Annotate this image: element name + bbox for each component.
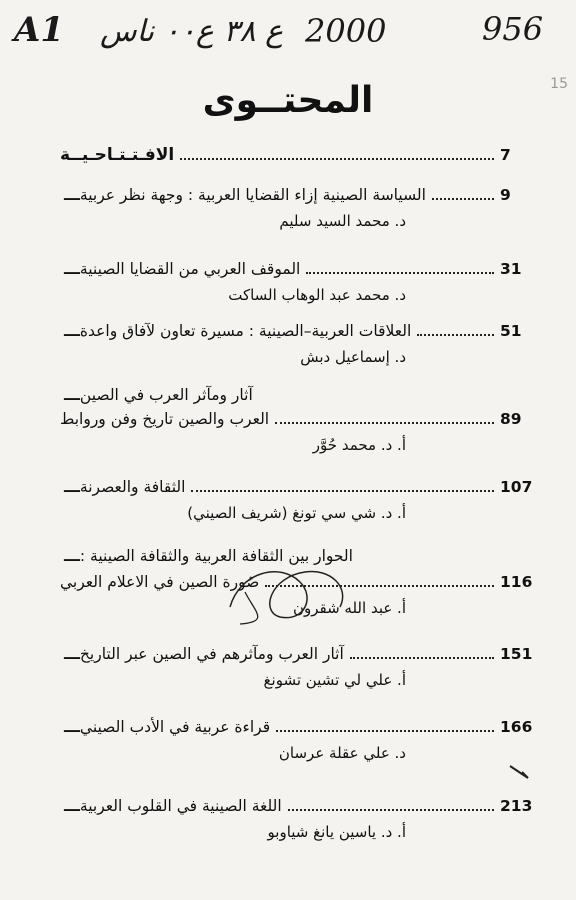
toc-intro: [60, 145, 536, 165]
dash-marker: ـــ: [64, 386, 80, 404]
toc-entry-author: أ. د. محمد حُوَّر: [312, 436, 406, 454]
toc-entry-title: السياسة الصينية إزاء القضايا العربية : وجهة نظر عربية: [79, 186, 426, 204]
dash-marker: ـــ: [64, 718, 80, 736]
dash-marker: ـــ: [64, 260, 80, 278]
toc-entry-9: [60, 797, 536, 841]
handwritten-year: 2000: [305, 12, 387, 50]
toc-entry-page: 89: [500, 410, 522, 428]
toc-entry-title: قراءة عربية في الأدب الصيني: [79, 718, 271, 736]
toc-entry-title: الموقف العربي من القضايا الصينية: [79, 260, 301, 278]
toc-entry-8: [60, 718, 536, 762]
pen-scribble: [210, 552, 370, 632]
dot-leader: [275, 421, 494, 424]
toc-entry-author: د. محمد السيد سليم: [279, 212, 406, 230]
toc-entry-author: أ. عبد الله شقرون: [292, 599, 406, 617]
dot-leader: [191, 489, 494, 492]
toc-entry-4: [60, 386, 536, 454]
pen-mark: [508, 762, 532, 782]
page-title: المحتــوى: [202, 80, 374, 121]
toc-entry-1: [60, 186, 536, 230]
dot-leader: [288, 808, 494, 811]
toc-entry-page: 116: [500, 573, 533, 591]
dot-leader: [417, 333, 494, 336]
toc-intro-page: 7: [500, 146, 511, 164]
toc-entry-title: العرب والصين تاريخ وفن وروابط: [60, 410, 270, 428]
toc-entry-author: د. إسماعيل دبش: [300, 348, 406, 366]
toc-entry-title: آثار العرب ومآثرهم في الصين عبر التاريخ: [79, 645, 344, 663]
toc-entry-page: 9: [500, 186, 511, 204]
handwritten-a1: A1: [14, 10, 65, 50]
toc-entry-author: أ. د. شي سي تونغ (شريف الصيني): [187, 504, 406, 522]
dot-leader: [180, 157, 494, 160]
toc-entry-page: 166: [500, 718, 533, 736]
toc-entry-author: أ. د. ياسين يانغ شياوبو: [267, 823, 406, 841]
corner-mark: 15: [550, 76, 568, 92]
toc-entry-author: د. علي عقلة عرسان: [278, 744, 406, 762]
toc-entry-page: 213: [500, 797, 533, 815]
toc-entry-author: أ. علي لي تشين تشونغ: [263, 671, 406, 689]
toc-entry-title: اللغة الصينية في القلوب العربية: [79, 797, 282, 815]
dash-marker: ـــ: [64, 478, 80, 496]
handwritten-code: ع ٣٨ ع٠٠ ناس: [100, 14, 283, 49]
toc-entry-title: العلاقات العربية–الصينية : مسيرة تعاون لآفاق واعدة: [79, 322, 412, 340]
toc-entry-5: [60, 478, 536, 522]
toc-entry-7: [60, 645, 536, 689]
toc-entry-page: 51: [500, 322, 522, 340]
toc-entry-page: 151: [500, 645, 533, 663]
toc-entry-heading: آثار ومآثر العرب في الصين: [79, 386, 253, 404]
handwritten-number: 956: [482, 10, 544, 48]
dot-leader: [306, 271, 494, 274]
toc-entry-page: 31: [500, 260, 522, 278]
toc-intro-label: الافـتـتـاحـيــة: [60, 145, 175, 165]
toc-entry-2: [60, 260, 536, 304]
dash-marker: ـــ: [64, 547, 80, 565]
toc-entry-author: د. محمد عبد الوهاب الساكت: [228, 286, 406, 304]
dot-leader: [350, 656, 494, 659]
toc-entry-page: 107: [500, 478, 533, 496]
dash-marker: ـــ: [64, 797, 80, 815]
dash-marker: ـــ: [64, 645, 80, 663]
dash-marker: ـــ: [64, 322, 80, 340]
dot-leader: [276, 729, 494, 732]
toc-entry-title: الثقافة والعصرنة: [79, 478, 186, 496]
dash-marker: ـــ: [64, 186, 80, 204]
toc-entry-title: صُورة الصين في الاعلام العربي: [60, 573, 260, 591]
toc-entry-3: [60, 322, 536, 366]
toc-entry-heading: الحوار بين الثقافة العربية والثقافة الصينية :: [79, 547, 353, 565]
dot-leader: [432, 197, 494, 200]
